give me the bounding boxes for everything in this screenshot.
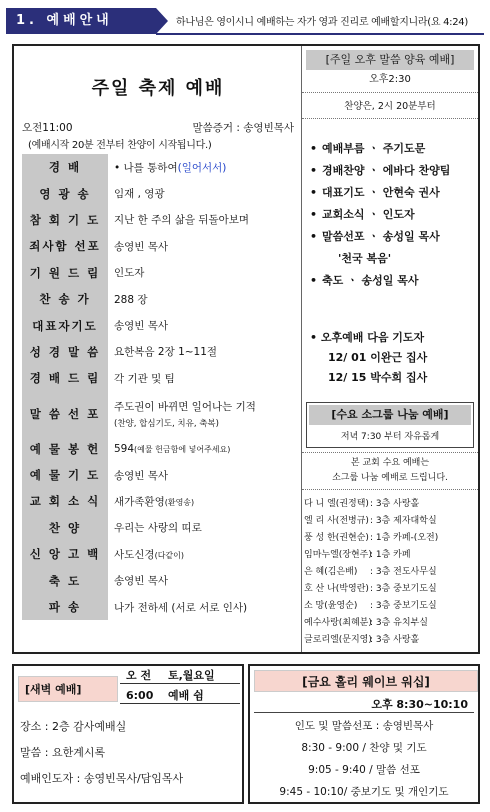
- order-value: [108, 494, 294, 509]
- order-value-extra: (일어서서): [177, 161, 227, 174]
- afternoon-title: [주일 오후 말씀 양육 예배]: [306, 50, 474, 70]
- order-value-text: 새가족환영: [114, 495, 165, 508]
- afternoon-item: [310, 270, 476, 292]
- dawn-days: 토,월요일: [168, 669, 215, 682]
- friday-schedule-item: 8:30 - 9:00 / 찬양 및 기도: [301, 742, 427, 754]
- small-group-row: [304, 615, 478, 632]
- order-label: 교 회 소 식: [22, 488, 108, 514]
- small-group-row: [304, 513, 478, 530]
- dawn-word: 말씀 : 요한계시록: [20, 746, 106, 759]
- dawn-worship-box: [12, 664, 244, 804]
- afternoon-item-text: 축도 ㆍ 송성일 목사: [322, 274, 419, 287]
- order-row: [22, 312, 294, 338]
- small-group-name: 예수사랑(최혜분): [304, 618, 372, 628]
- section-header: [6, 6, 484, 38]
- small-group-place: : 3층 유치부실: [370, 618, 428, 628]
- order-value: [108, 520, 294, 535]
- wednesday-title: [수요 소그룹 나눔 예배]: [309, 405, 471, 425]
- dawn-row: [120, 688, 240, 704]
- friday-schedule-item: 9:45 - 10:10/ 중보기도 및 개인기도: [279, 786, 449, 798]
- order-label: 찬 송 가: [22, 286, 108, 312]
- friday-time: 오후 8:30~10:10: [371, 698, 468, 711]
- order-value-text: 요한복음 2장 1~11절: [114, 346, 218, 359]
- afternoon-item-text: 대표기도 ㆍ 안현숙 권사: [322, 186, 440, 199]
- small-group-place: : 3층 제자대학실: [370, 516, 437, 526]
- order-value: [108, 160, 294, 175]
- order-value-text: 288 장: [114, 293, 148, 306]
- order-value-text: 594: [114, 442, 135, 455]
- divider: [254, 712, 474, 713]
- order-label: 기 원 드 림: [22, 260, 108, 286]
- afternoon-item-text: 예배부름 ㆍ 주기도문: [322, 142, 426, 155]
- dawn-am: 오 전: [126, 669, 152, 682]
- divider: [302, 92, 478, 93]
- afternoon-item-text: 말씀선포 ㆍ 송성일 목사: [322, 230, 440, 243]
- next-prayers: [310, 328, 476, 388]
- small-group-name: 글로리엘(문지영): [304, 635, 372, 645]
- afternoon-item: [310, 248, 476, 270]
- order-label: 경 배 드 림: [22, 365, 108, 391]
- order-row: [22, 286, 294, 312]
- order-value-text: 송영빈 목사: [114, 469, 169, 482]
- right-column: [302, 46, 478, 652]
- order-label: 참 회 기 도: [22, 207, 108, 233]
- order-row: [22, 233, 294, 259]
- dawn-place: 장소 : 2층 감사예배실: [20, 720, 127, 733]
- bullet-icon: •: [310, 142, 318, 155]
- dawn-row: [120, 668, 240, 684]
- small-group-row: [304, 547, 478, 564]
- order-value-text: 임재 , 영광: [114, 188, 165, 201]
- order-value-sub: (찬양, 합심기도, 치유, 축복): [114, 418, 219, 429]
- afternoon-order: [310, 138, 476, 292]
- order-label: 축 도: [22, 567, 108, 593]
- small-group-place: : 3층 전도사무실: [370, 567, 437, 577]
- worship-frame: [12, 44, 480, 654]
- header-rule: [156, 33, 484, 35]
- order-value: [108, 600, 294, 615]
- small-group-name: 소 망(윤영순): [304, 601, 358, 611]
- small-group-row: [304, 632, 478, 649]
- order-row: [22, 207, 294, 233]
- order-value-text: 송영빈 목사: [114, 240, 169, 253]
- order-label: 대표자기도: [22, 312, 108, 338]
- order-row: [22, 462, 294, 488]
- friday-schedule-item: 9:05 - 9:40 / 말씀 선포: [308, 764, 420, 776]
- small-group-place: : 1층 카페-(오전): [370, 533, 439, 543]
- order-label: 경 배: [22, 154, 108, 180]
- dawn-leader: 예배인도자 : 송영빈목사/담임목사: [20, 772, 184, 785]
- order-value: [108, 468, 294, 483]
- order-of-service: [22, 154, 294, 620]
- order-row: [22, 365, 294, 391]
- order-value-text: 주도권이 바뀌면 일어나는 기적: [114, 400, 256, 413]
- small-group-place: : 3층 사랑홀: [370, 635, 420, 645]
- small-group-place: : 3층 사랑홀: [370, 499, 420, 509]
- order-row: [22, 541, 294, 567]
- friday-leader: 인도 및 말씀선포 : 송영빈목사: [294, 720, 434, 732]
- divider: [302, 118, 478, 119]
- order-label: 예 물 봉 헌: [22, 436, 108, 462]
- header-verse: 하나님은 영이시니 예배하는 자가 영과 진리로 예배할지니라(요 4:24): [176, 17, 468, 28]
- order-value: [108, 547, 294, 562]
- order-value-extra: (다같이): [154, 550, 185, 560]
- bullet-icon: •: [310, 208, 318, 221]
- order-value-extra: (환영송): [164, 497, 195, 507]
- wednesday-box: [306, 402, 474, 448]
- order-value: [108, 318, 294, 333]
- order-value-text: • 나를 통하여: [114, 161, 178, 174]
- sunday-time: 오전11:00: [22, 122, 73, 134]
- afternoon-item-text: '천국 복음': [338, 252, 392, 265]
- small-group-place: : 3층 중보기도실: [370, 601, 437, 611]
- order-label: 파 송: [22, 594, 108, 620]
- afternoon-item-text: 경배찬양 ㆍ 에바다 찬양팀: [322, 164, 451, 177]
- order-row: [22, 594, 294, 620]
- afternoon-item: [310, 182, 476, 204]
- small-group-row: [304, 581, 478, 598]
- dawn-time: 6:00: [126, 689, 154, 702]
- order-value: [108, 443, 294, 455]
- small-group-name: 임마누엘(장현주): [304, 550, 372, 560]
- small-group-name: 호 산 나(박영란): [304, 584, 369, 594]
- small-group-name: 풍 성 한(권현순): [304, 533, 369, 543]
- small-group-name: 은 혜(김은배): [304, 567, 358, 577]
- order-value-text: 송영빈 목사: [114, 320, 169, 333]
- small-group-row: [304, 496, 478, 513]
- order-row: [22, 392, 294, 436]
- bullet-icon: •: [310, 274, 318, 287]
- order-value-text: 인도자: [114, 267, 145, 280]
- bullet-icon: •: [310, 186, 318, 199]
- order-row: [22, 260, 294, 286]
- small-group-row: [304, 530, 478, 547]
- sunday-title: 주일 축제 예배: [91, 78, 225, 99]
- order-value: [108, 212, 294, 227]
- order-label: 찬 양: [22, 515, 108, 541]
- small-group-row: [304, 564, 478, 581]
- order-value: [108, 265, 294, 280]
- wednesday-time: 저녁 7:30 부터 자유롭게: [340, 432, 440, 442]
- order-value-text: 나가 전하세 (서로 서로 인사): [114, 601, 248, 614]
- sunday-column: [14, 46, 302, 652]
- afternoon-time: 오후2:30: [369, 74, 411, 85]
- order-label: 성 경 말 씀: [22, 339, 108, 365]
- friday-title: [금요 홀리 웨이브 워십]: [254, 670, 478, 692]
- order-value-text: 우리는 사랑의 띠로: [114, 522, 202, 535]
- next-prayers-title: • 오후예배 다음 기도자: [310, 331, 425, 344]
- order-value-text: 사도신경: [114, 548, 155, 561]
- order-value: [108, 399, 294, 429]
- divider: [302, 489, 478, 490]
- order-row: [22, 567, 294, 593]
- afternoon-item: [310, 160, 476, 182]
- order-value: [108, 292, 294, 307]
- small-group-name: 엘 리 사(전병규): [304, 516, 369, 526]
- afternoon-note: 찬양은, 2시 20분부터: [344, 101, 436, 112]
- next-prayer-item: 12/ 01 이완근 집사: [328, 351, 428, 364]
- order-row: [22, 515, 294, 541]
- small-group-place: : 1층 카페: [370, 550, 411, 560]
- wednesday-note-line: 본 교회 수요 예배는: [350, 458, 430, 468]
- order-value: [108, 573, 294, 588]
- small-group-name: 다 니 엘(권정택): [304, 499, 369, 509]
- afternoon-item: [310, 226, 476, 248]
- afternoon-item: [310, 204, 476, 226]
- order-label: 예 물 기 도: [22, 462, 108, 488]
- order-row: [22, 180, 294, 206]
- divider: [302, 452, 478, 453]
- order-value-text: 송영빈 목사: [114, 575, 169, 588]
- bullet-icon: •: [310, 164, 318, 177]
- wednesday-note: [302, 456, 478, 486]
- sunday-preacher: 말씀증거 : 송영빈목사: [192, 122, 294, 134]
- order-value: [108, 344, 294, 359]
- afternoon-item-text: 교회소식 ㆍ 인도자: [322, 208, 415, 221]
- order-row: [22, 339, 294, 365]
- friday-worship-box: [248, 664, 480, 804]
- small-group-place: : 3층 중보기도실: [370, 584, 437, 594]
- order-row: [22, 488, 294, 514]
- small-group-list: [304, 496, 478, 649]
- order-value-extra: (예물 헌금함에 넣어주세요): [134, 444, 231, 454]
- dawn-rest: 예배 쉼: [168, 689, 204, 702]
- order-row: [22, 154, 294, 180]
- order-value-text: 지난 한 주의 삶을 뒤돌아보며: [114, 214, 250, 227]
- section-tab: 1. 예배안내: [6, 8, 156, 34]
- order-value: [108, 239, 294, 254]
- wednesday-note-line: 소그룹 나눔 예배로 드립니다.: [332, 473, 448, 483]
- order-label: 말 씀 선 포: [22, 392, 108, 436]
- bullet-icon: •: [310, 230, 318, 243]
- afternoon-item: [310, 138, 476, 160]
- order-label: 영 광 송: [22, 180, 108, 206]
- order-value: [108, 371, 294, 386]
- next-prayer-item: 12/ 15 박수희 집사: [328, 371, 428, 384]
- order-value-text: 각 기관 및 팀: [114, 372, 175, 385]
- small-group-row: [304, 598, 478, 615]
- order-row: [22, 436, 294, 462]
- sunday-note: (예배시작 20분 전부터 찬양이 시작됩니다.): [28, 140, 212, 151]
- order-label: 죄사함 선포: [22, 233, 108, 259]
- order-value: [108, 186, 294, 201]
- dawn-title: [새벽 예배]: [18, 676, 118, 702]
- order-label: 신 앙 고 백: [22, 541, 108, 567]
